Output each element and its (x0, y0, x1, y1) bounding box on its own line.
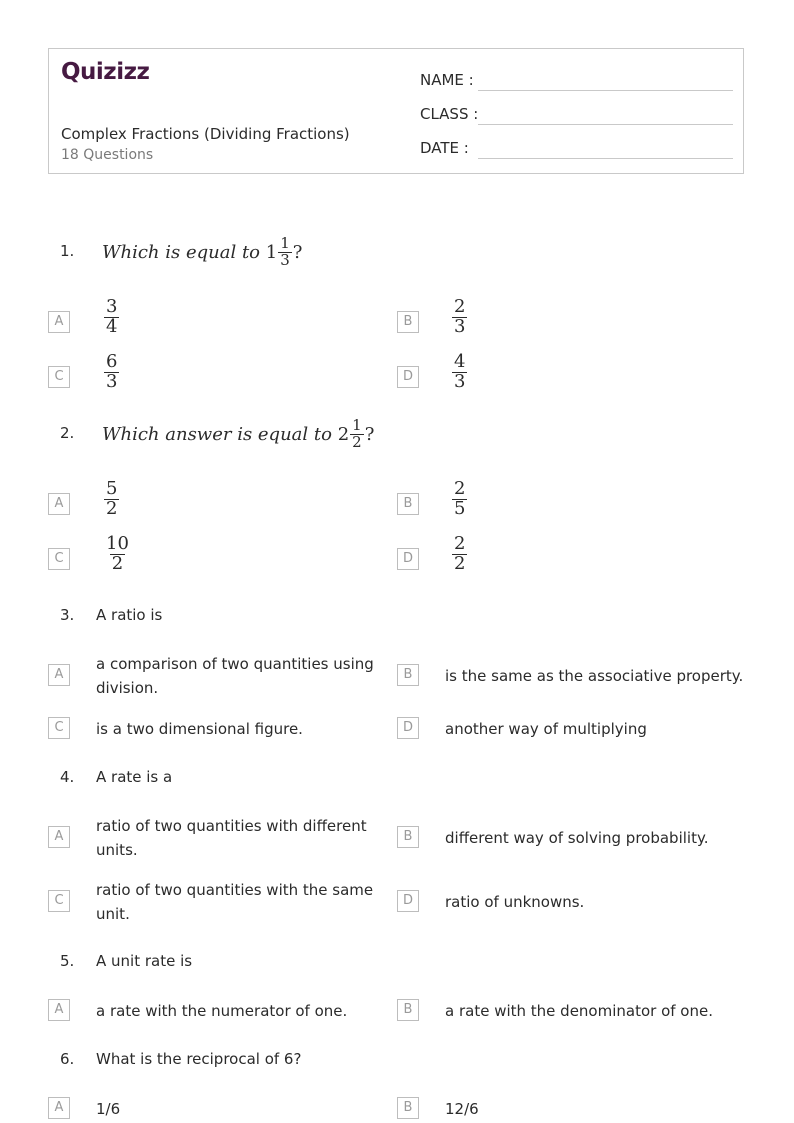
fraction-numerator: 4 (454, 351, 466, 372)
option-text: is the same as the associative property. (445, 667, 744, 685)
option-box-c[interactable]: C (48, 717, 70, 739)
option-fraction (452, 353, 467, 392)
question-text: What is the reciprocal of 6? (96, 1050, 302, 1068)
mixed-fraction (350, 418, 364, 451)
option-box-d[interactable]: D (397, 366, 419, 388)
option-text: another way of multiplying (445, 720, 647, 738)
fraction-denominator: 3 (454, 370, 466, 392)
question-text: A rate is a (96, 768, 173, 786)
fraction-numerator: 3 (106, 296, 118, 317)
fraction-numerator: 1 (280, 234, 290, 252)
option-text: 1/6 (96, 1100, 121, 1118)
fraction-denominator: 2 (111, 552, 124, 574)
option-text: different way of solving probability. (445, 829, 709, 847)
question-number: 5. (60, 952, 75, 970)
question-prefix: Which answer is equal to (102, 423, 332, 445)
question-number: 6. (60, 1050, 75, 1068)
fraction-denominator: 2 (352, 432, 362, 451)
fraction-denominator: 2 (106, 497, 118, 519)
option-box-d[interactable]: D (397, 717, 419, 739)
question-number: 3. (60, 606, 75, 624)
option-box-d[interactable]: D (397, 890, 419, 912)
date-label: DATE : (420, 139, 469, 157)
date-line (478, 158, 733, 159)
option-box-c[interactable]: C (48, 548, 70, 570)
option-text: is a two dimensional figure. (96, 720, 303, 738)
option-box-a[interactable]: A (48, 664, 70, 686)
fraction-denominator: 4 (106, 315, 118, 337)
class-field[interactable] (420, 101, 733, 125)
option-text: a rate with the denominator of one. (445, 1002, 713, 1020)
fraction-numerator: 2 (454, 296, 466, 317)
option-fraction (452, 298, 467, 337)
option-text: ratio of two quantities with different units. (96, 817, 367, 859)
option-box-a[interactable]: A (48, 999, 70, 1021)
fraction-numerator: 6 (106, 351, 118, 372)
fraction-denominator: 2 (454, 552, 466, 574)
class-label: CLASS : (420, 105, 479, 123)
mixed-whole: 2 (337, 423, 350, 445)
fraction-numerator: 5 (106, 478, 118, 499)
option-text: ratio of unknowns. (445, 893, 585, 911)
option-box-b[interactable]: B (397, 826, 419, 848)
option-box-c[interactable]: C (48, 890, 70, 912)
question-text (102, 236, 302, 269)
fraction-numerator: 10 (106, 533, 129, 554)
option-box-b[interactable]: B (397, 664, 419, 686)
option-box-b[interactable]: B (397, 999, 419, 1021)
option-text: 12/6 (445, 1100, 479, 1118)
option-text: a rate with the numerator of one. (96, 1002, 348, 1020)
option-text: a comparison of two quantities using division. (96, 655, 374, 697)
question-prefix: Which is equal to (102, 241, 261, 263)
option-box-b[interactable]: B (397, 1097, 419, 1119)
option-box-a[interactable]: A (48, 311, 70, 333)
fraction-numerator: 2 (454, 478, 466, 499)
fraction-denominator: 3 (106, 370, 118, 392)
question-mark: ? (364, 423, 375, 445)
fraction-denominator: 3 (454, 315, 466, 337)
option-fraction (452, 480, 467, 519)
option-text: ratio of two quantities with the same unit. (96, 881, 374, 923)
question-count: 18 Questions (61, 147, 154, 163)
question-text (102, 418, 374, 451)
mixed-fraction (278, 236, 292, 269)
option-box-b[interactable]: B (397, 493, 419, 515)
name-field[interactable] (420, 67, 733, 91)
option-box-c[interactable]: C (48, 366, 70, 388)
worksheet-header (48, 48, 744, 174)
fraction-denominator: 5 (454, 497, 466, 519)
option-box-a[interactable]: A (48, 826, 70, 848)
option-box-b[interactable]: B (397, 311, 419, 333)
option-fraction (452, 535, 467, 574)
option-box-a[interactable]: A (48, 493, 70, 515)
question-mark: ? (292, 241, 303, 263)
name-line (478, 90, 733, 91)
worksheet-title: Complex Fractions (Dividing Fractions) (61, 125, 350, 143)
option-fraction (104, 298, 119, 337)
option-fraction (104, 535, 131, 574)
question-text: A unit rate is (96, 952, 193, 970)
class-line (478, 124, 733, 125)
option-fraction (104, 353, 119, 392)
quizizz-logo: Quizizz (61, 59, 150, 85)
option-box-d[interactable]: D (397, 548, 419, 570)
question-text: A ratio is (96, 606, 163, 624)
question-number: 4. (60, 768, 75, 786)
fraction-denominator: 3 (280, 250, 290, 269)
option-box-a[interactable]: A (48, 1097, 70, 1119)
fraction-numerator: 2 (454, 533, 466, 554)
mixed-whole: 1 (265, 241, 278, 263)
date-field[interactable] (420, 135, 733, 159)
question-number: 1. (60, 242, 75, 260)
name-label: NAME : (420, 71, 474, 89)
question-number: 2. (60, 424, 75, 442)
fraction-numerator: 1 (352, 416, 362, 434)
option-fraction (104, 480, 119, 519)
